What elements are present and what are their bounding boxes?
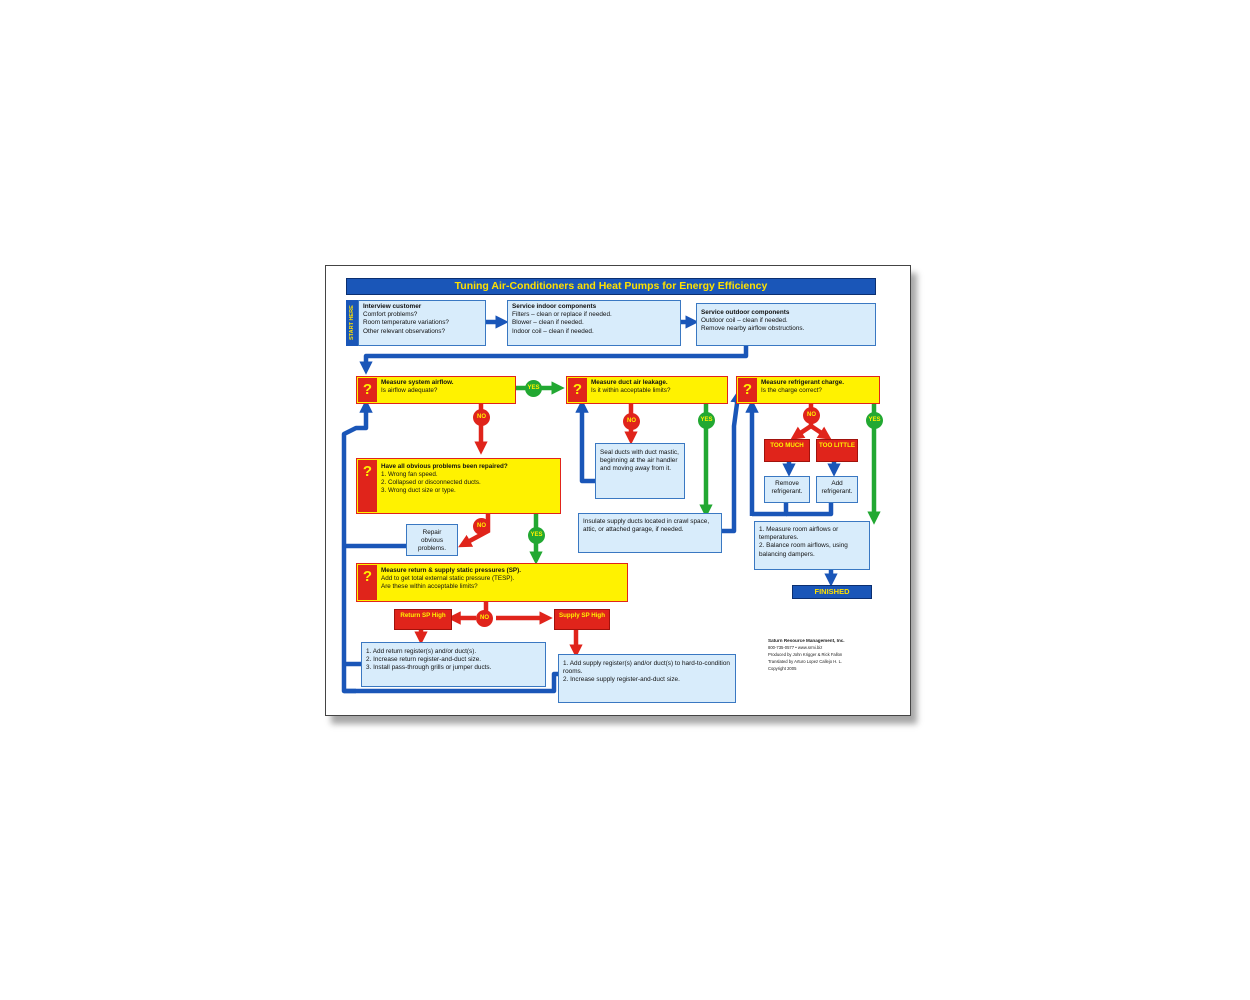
problems-line: 2. Collapsed or disconnected ducts. xyxy=(381,479,481,486)
indoor-line: Indoor coil – clean if needed. xyxy=(512,327,594,335)
static-heading: Measure return & supply static pressures (SP). xyxy=(381,567,521,574)
yes-badge-charge: YES xyxy=(866,412,883,429)
supply-line: 2. Increase supply register-and-duct size. xyxy=(563,676,680,684)
question-mark-icon: ? xyxy=(358,378,377,402)
pipe-outdoor-to-airflow xyxy=(366,346,746,368)
too-much-label: TOO MUCH xyxy=(764,439,810,462)
remove-refrigerant-box: Remove refrigerant. xyxy=(764,476,810,503)
problems-heading: Have all obvious problems been repaired? xyxy=(381,463,508,470)
static-line: Add to get total external static pressure (TESP). xyxy=(381,575,515,582)
interview-line: Other relevant observations? xyxy=(363,327,446,335)
problems-line: 1. Wrong fan speed. xyxy=(381,471,438,478)
outdoor-box xyxy=(696,303,876,346)
supply-sp-high-label: Supply SP High xyxy=(554,609,610,630)
interview-line: Comfort problems? xyxy=(363,311,418,319)
yes-badge-airflow: YES xyxy=(525,380,542,397)
room-line: 1. Measure room airflows or temperatures. xyxy=(759,526,839,542)
repair-box: Repair obvious problems. xyxy=(406,524,458,556)
poster-title: Tuning Air-Conditioners and Heat Pumps for Energy Efficiency xyxy=(346,278,876,295)
interview-heading: Interview customer xyxy=(363,303,422,310)
pipe-seal-to-leakage xyxy=(582,406,595,481)
problems-question xyxy=(356,458,561,514)
charge-line: Is the charge correct? xyxy=(761,387,822,394)
leakage-heading: Measure duct air leakage. xyxy=(591,379,668,386)
supply-line: 1. Add supply register(s) and/or duct(s) to hard-to-condition rooms. xyxy=(563,660,730,676)
indoor-heading: Service indoor components xyxy=(512,303,597,310)
credits-company: Saturn Resource Management, Inc. xyxy=(768,638,845,643)
credits-block xyxy=(768,637,898,672)
too-little-label: TOO LITTLE xyxy=(816,439,858,462)
finished-label: FINISHED xyxy=(792,585,872,599)
no-badge-static: NO xyxy=(476,610,493,627)
interview-box xyxy=(358,300,486,346)
outdoor-line: Remove nearby airflow obstructions. xyxy=(701,325,805,333)
seal-ducts-box: Seal ducts with duct mastic, beginning at the air handler and moving away from it. xyxy=(595,443,685,499)
no-badge-problems: NO xyxy=(473,518,490,535)
credits-translated: Translated by Arturo Lopez Callejo H. L. xyxy=(768,659,843,664)
problems-line: 3. Wrong duct size or type. xyxy=(381,487,456,494)
airflow-heading: Measure system airflow. xyxy=(381,379,454,386)
outdoor-line: Outdoor coil – clean if needed. xyxy=(701,317,788,325)
question-mark-icon: ? xyxy=(358,460,377,512)
supply-actions-box xyxy=(558,654,736,703)
return-sp-high-label: Return SP High xyxy=(394,609,452,630)
return-line: 2. Increase return register-and-duct size. xyxy=(366,656,482,664)
question-mark-icon: ? xyxy=(568,378,587,402)
charge-question xyxy=(736,376,880,404)
return-line: 1. Add return register(s) and/or duct(s). xyxy=(366,648,477,655)
return-actions-box xyxy=(361,642,546,687)
airflow-question xyxy=(356,376,516,404)
question-mark-icon: ? xyxy=(358,565,377,600)
room-line: 2. Balance room airflows, using balancing dampers. xyxy=(759,542,848,558)
add-refrigerant-box: Add refrigerant. xyxy=(816,476,858,503)
yes-badge-problems: YES xyxy=(528,527,545,544)
no-badge-charge: NO xyxy=(803,407,820,424)
start-here-tab: START HERE xyxy=(346,300,358,346)
outdoor-heading: Service outdoor components xyxy=(701,309,790,316)
charge-heading: Measure refrigerant charge. xyxy=(761,379,844,386)
leakage-line: Is it within acceptable limits? xyxy=(591,387,671,394)
credits-produced: Produced by John Krigger & Rick Fallon xyxy=(768,652,843,657)
insulate-ducts-box: Insulate supply ducts located in crawl space, attic, or attached garage, if needed. xyxy=(578,513,722,553)
question-mark-icon: ? xyxy=(738,378,757,402)
static-question xyxy=(356,563,628,602)
pipe-no-charge-2 xyxy=(811,426,826,436)
credits-copyright: Copyright 2005 xyxy=(768,666,797,671)
credits-contact: 800-735-0577 • www.srmi.biz xyxy=(768,645,823,650)
flowchart-poster xyxy=(325,265,911,716)
indoor-line: Blower – clean if needed. xyxy=(512,319,584,327)
pipe-insulate-to-charge xyxy=(722,396,738,531)
no-badge-leakage: NO xyxy=(623,413,640,430)
interview-line: Room temperature variations? xyxy=(363,319,449,327)
indoor-line: Filters – clean or replace if needed. xyxy=(512,311,612,319)
indoor-box xyxy=(507,300,681,346)
no-badge-airflow: NO xyxy=(473,409,490,426)
room-airflow-box xyxy=(754,521,870,570)
yes-badge-leakage: YES xyxy=(698,412,715,429)
leakage-question xyxy=(566,376,728,404)
airflow-line: Is airflow adequate? xyxy=(381,387,438,394)
return-line: 3. Install pass-through grills or jumper ducts. xyxy=(366,664,492,672)
static-line: Are these within acceptable limits? xyxy=(381,583,478,590)
